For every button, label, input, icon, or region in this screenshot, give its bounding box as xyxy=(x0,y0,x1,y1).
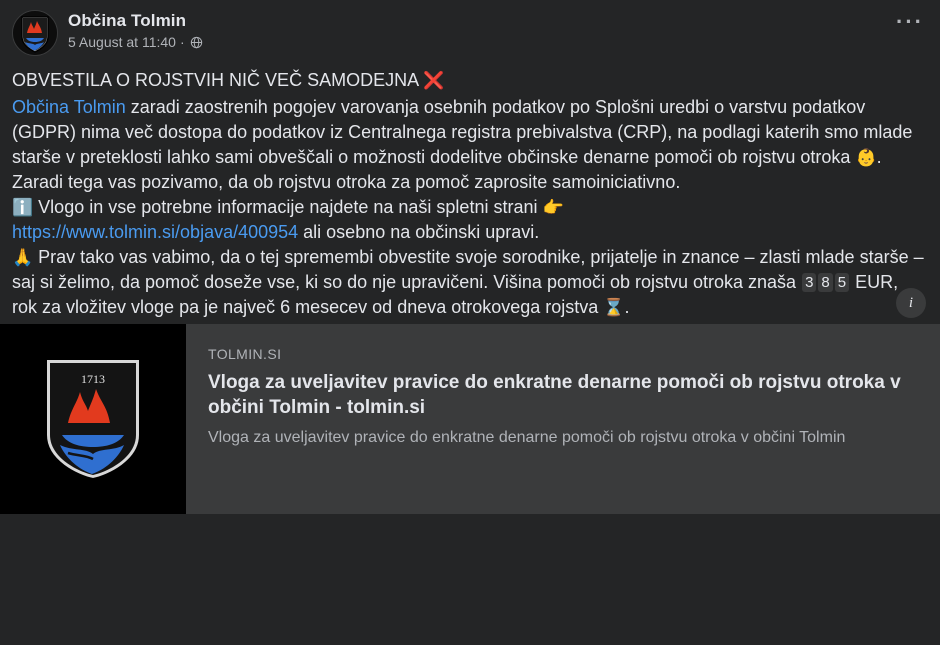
svg-text:1713: 1713 xyxy=(81,372,105,386)
tolmin-coat-of-arms-icon xyxy=(38,353,148,485)
paragraph-3-tail: . xyxy=(624,297,630,317)
post-timestamp[interactable]: 5 August at 11:40 xyxy=(68,34,176,50)
hourglass-emoji: ⌛ xyxy=(603,298,625,317)
info-emoji: ℹ️ xyxy=(12,198,34,217)
post-body xyxy=(0,60,940,320)
inline-page-mention[interactable]: Občina Tolmin xyxy=(12,97,126,117)
post-paragraph-2 xyxy=(12,195,928,245)
meta-separator: · xyxy=(179,34,185,50)
post-more-options-button[interactable]: ··· xyxy=(896,9,924,34)
amount-digit-1: 3 xyxy=(802,273,816,292)
post-header-text xyxy=(68,10,203,51)
paragraph-3-mid: EUR, rok za vložitev vloge pa je največ 6 mesecev od dneva otrokovega rojstva xyxy=(12,272,899,317)
amount-digit-3: 5 xyxy=(835,273,849,292)
link-preview-domain: TOLMIN.SI xyxy=(208,346,282,362)
link-preview-info-button[interactable]: i xyxy=(896,288,926,318)
avatar[interactable] xyxy=(12,10,58,56)
avatar-crest-icon xyxy=(13,11,57,55)
post-header xyxy=(0,0,940,60)
paragraph-3-pre: Prav tako vas vabimo, da o tej spremembi obvestite svoje sorodnike, prijatelje in znance – zlasti mlade starše – saj si želimo, da pomoč doseže vse, ki so do nje upravičeni. Višina pomoči ob rojstvu otroka znaša xyxy=(12,247,924,292)
cross-mark-emoji: ❌ xyxy=(423,71,445,90)
link-preview-text xyxy=(186,324,940,514)
post-paragraph-1 xyxy=(12,95,928,195)
link-preview-image[interactable] xyxy=(0,324,186,514)
link-preview-title[interactable]: Vloga za uveljavitev pravice do enkratne denarne pomoči ob rojstvu otroka v občini Tolmin - tolmin.si xyxy=(208,372,901,418)
post-headline-text: OBVESTILA O ROJSTVIH NIČ VEČ SAMODEJNA xyxy=(12,70,424,90)
baby-emoji: 👶 xyxy=(855,148,877,167)
globe-icon[interactable] xyxy=(190,36,203,49)
paragraph-2-pre: Vlogo in vse potrebne informacije najdete na naši spletni strani xyxy=(33,197,543,217)
post-meta xyxy=(68,34,203,51)
pointing-right-emoji: 👉 xyxy=(542,198,564,217)
post-paragraph-3 xyxy=(12,245,928,320)
link-preview-description: Vloga za uveljavitev pravice do enkratne denarne pomoči ob rojstvu otroka v občini Tolmin xyxy=(208,429,846,446)
post-url-link[interactable]: https://www.tolmin.si/objava/400954 xyxy=(12,222,299,242)
page-name[interactable]: Občina Tolmin xyxy=(68,11,187,30)
paragraph-1-rest: zaradi zaostrenih pogojev varovanja osebnih podatkov po Splošni uredbi o varstvu podatkov (GDPR) nima več dostopa do podatkov iz Centralnega registra prebivalstva (CRP), na podlagi katerih smo mlade starše v preteklosti lahko sami obveščali o možnosti dodelitve občinske denarne pomoči ob rojstvu otroka xyxy=(12,97,913,167)
amount-digit-2: 8 xyxy=(818,273,832,292)
post-headline xyxy=(12,68,928,93)
paragraph-2-tail: ali osebno na občinski upravi. xyxy=(298,222,540,242)
folded-hands-emoji: 🙏 xyxy=(12,248,34,267)
paragraph-1-tail: . Zaradi tega vas pozivamo, da ob rojstvu otroka za pomoč zaprosite samoiniciativno. xyxy=(12,147,882,192)
